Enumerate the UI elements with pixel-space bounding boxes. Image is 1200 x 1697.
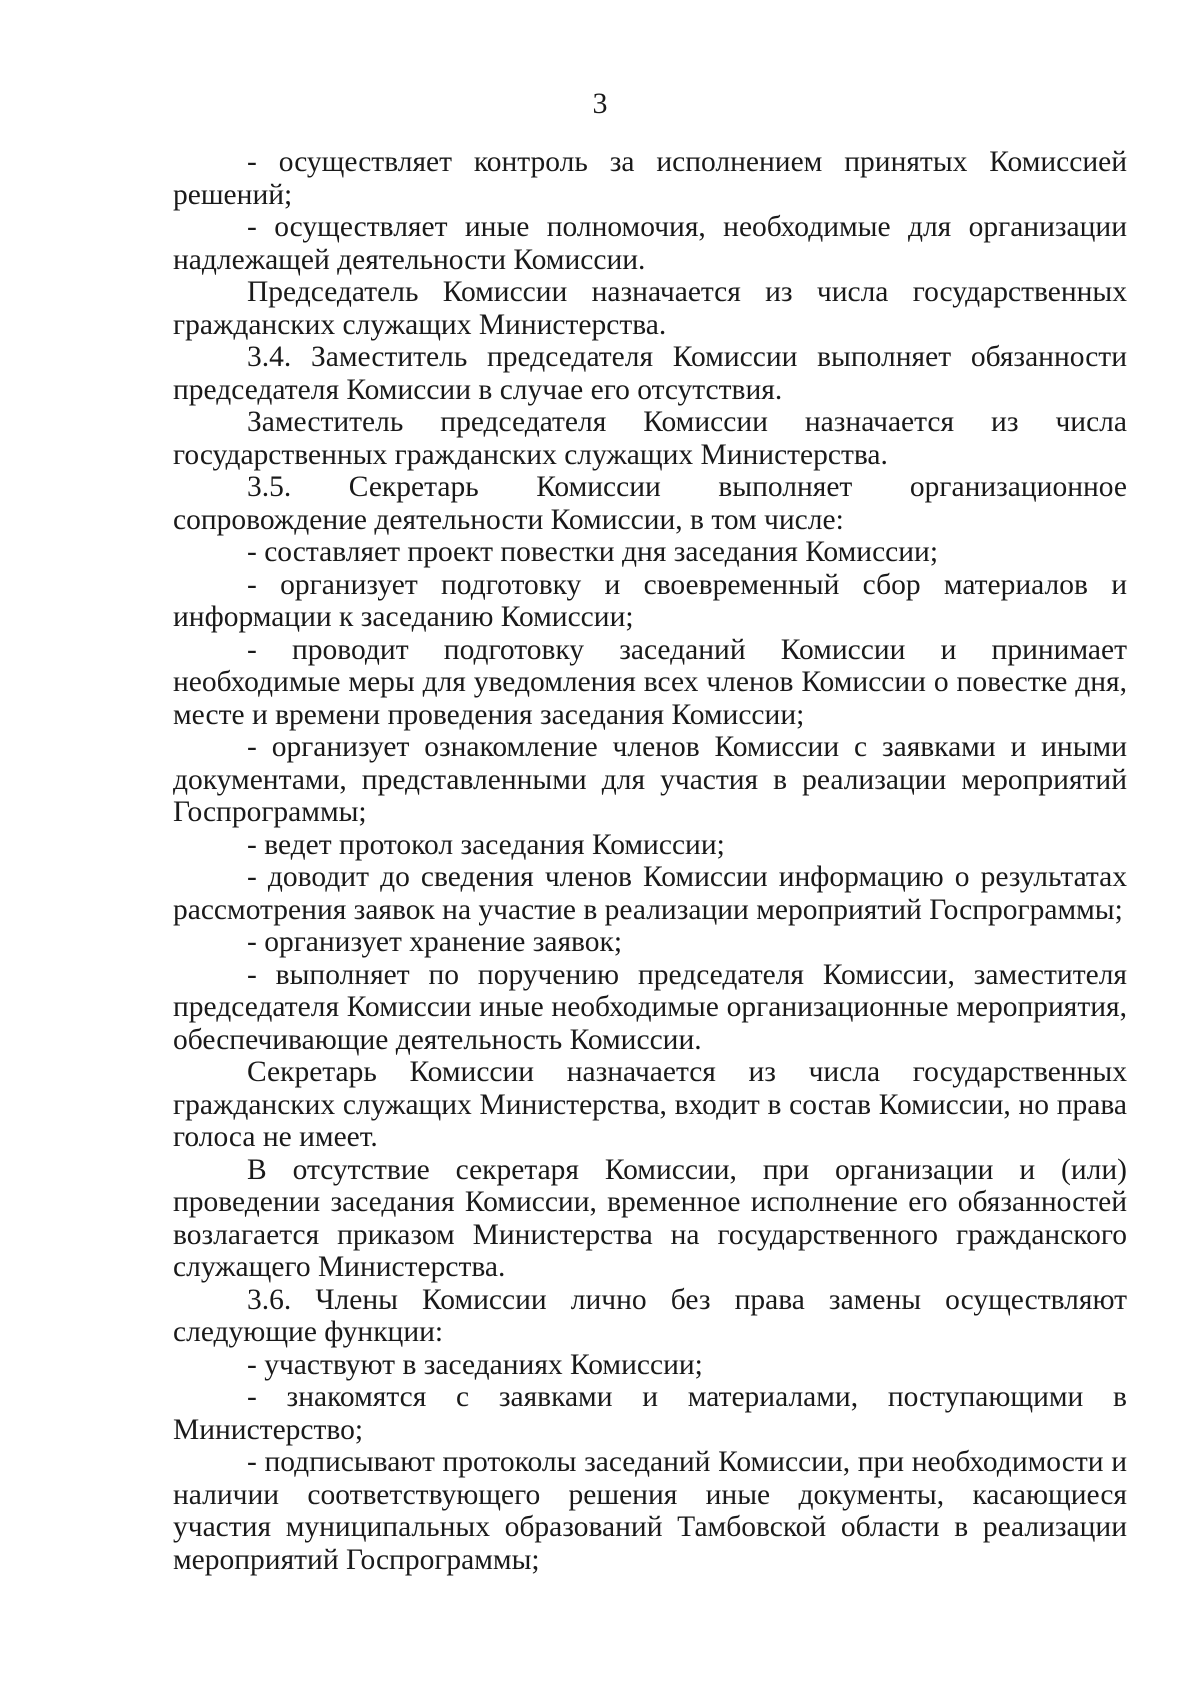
paragraph: - выполняет по поручению председателя Комиссии, заместителя председателя Комиссии иные необходимые организационные мероприятия, обеспечивающие деятельность Комиссии. [173, 958, 1127, 1056]
paragraph: - знакомятся с заявками и материалами, поступающими в Министерство; [173, 1381, 1127, 1446]
paragraph: - участвуют в заседаниях Комиссии; [247, 1348, 703, 1381]
paragraph: - организует подготовку и своевременный сбор материалов и информации к заседанию Комиссии; [173, 568, 1127, 633]
paragraph: - организует хранение заявок; [247, 926, 623, 958]
paragraph: В отсутствие секретаря Комиссии, при организации и (или) проведении заседания Комиссии, временное исполнение его обязанностей возлагается приказом Министерства на государственного гражданского служащего Министерства. [173, 1153, 1127, 1283]
paragraph: 3.6. Члены Комиссии лично без права замены осуществляют следующие функции: [173, 1283, 1127, 1348]
paragraph: - подписывают протоколы заседаний Комиссии, при необходимости и наличии соответствующего решения иные документы, касающиеся участия муниципальных образований Тамбовской области в реализации мероприятий Госпрограммы; [173, 1446, 1127, 1576]
paragraph: - осуществляет иные полномочия, необходимые для организации надлежащей деятельности Комиссии. [173, 211, 1127, 276]
paragraph: Заместитель председателя Комиссии назначается из числа государственных гражданских служащих Министерства. [173, 406, 1127, 471]
page-number: 3 [592, 87, 608, 120]
document-body [173, 146, 1127, 1576]
paragraph: Секретарь Комиссии назначается из числа государственных гражданских служащих Министерства, входит в состав Комиссии, но права голоса не имеет. [173, 1056, 1127, 1153]
paragraph: - составляет проект повестки дня заседания Комиссии; [247, 536, 939, 568]
paragraph: 3.5. Секретарь Комиссии выполняет организационное сопровождение деятельности Комиссии, в том числе: [173, 471, 1127, 536]
paragraph: - организует ознакомление членов Комиссии с заявками и иными документами, представленными для участия в реализации мероприятий Госпрограммы; [173, 731, 1127, 828]
paragraph: - доводит до сведения членов Комиссии информацию о результатах рассмотрения заявок на участие в реализации мероприятий Госпрограммы; [173, 861, 1127, 926]
paragraph: Председатель Комиссии назначается из числа государственных гражданских служащих Министерства. [173, 276, 1127, 341]
paragraph: 3.4. Заместитель председателя Комиссии выполняет обязанности председателя Комиссии в случае его отсутствия. [173, 341, 1127, 406]
paragraph: - проводит подготовку заседаний Комиссии и принимает необходимые меры для уведомления всех членов Комиссии о повестке дня, месте и времени проведения заседания Комиссии; [173, 633, 1127, 731]
paragraph: - ведет протокол заседания Комиссии; [247, 828, 725, 861]
paragraph: - осуществляет контроль за исполнением принятых Комиссией решений; [173, 146, 1127, 211]
